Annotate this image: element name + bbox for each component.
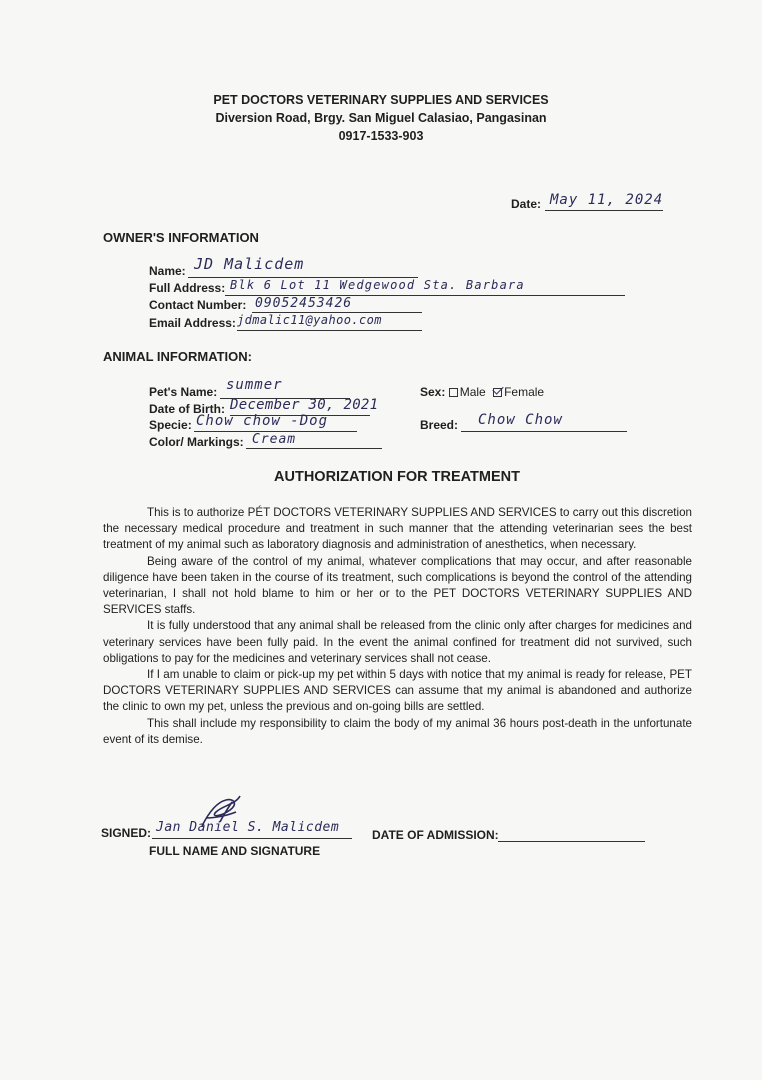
authorization-paragraph: This shall include my responsibility to claim the body of my animal 36 hours post-death in the unfortunate event of its demise. bbox=[103, 716, 692, 746]
signature-line bbox=[152, 838, 352, 839]
owner-section-title: OWNER'S INFORMATION bbox=[103, 230, 259, 245]
company-name: PET DOCTORS VETERINARY SUPPLIES AND SERVICES bbox=[213, 93, 549, 107]
authorization-paragraph: Being aware of the control of my animal, whatever complications that may occur, and after reasonable diligence have been taken in the course of its treatment, such complications is beyond the control of the attending veterinarian, I shall not hold blame to him or her or to the PET DOCTORS VETERINARY SUPPLIES AND SERVICES staffs. bbox=[103, 554, 692, 617]
signed-name: Jan Daniel S. Malicdem bbox=[156, 820, 340, 835]
female-option-label: Female bbox=[504, 385, 545, 399]
signed-label: SIGNED: bbox=[101, 826, 152, 840]
breed-line bbox=[461, 431, 627, 432]
signature-caption: FULL NAME AND SIGNATURE bbox=[149, 844, 321, 858]
admission-label: DATE OF ADMISSION: bbox=[372, 828, 499, 842]
admission-line[interactable] bbox=[498, 841, 645, 842]
company-phone: 0917-1533-903 bbox=[338, 129, 424, 143]
specie-label: Specie: bbox=[149, 418, 192, 432]
pet-name-label: Pet's Name: bbox=[149, 385, 218, 399]
sex-field bbox=[420, 385, 544, 399]
color-label: Color/ Markings: bbox=[149, 435, 244, 449]
name-label: Name: bbox=[149, 264, 186, 278]
authorization-body bbox=[103, 505, 692, 748]
contact-value: 09052453426 bbox=[255, 296, 353, 311]
address-value: Blk 6 Lot 11 Wedgewood Sta. Barbara bbox=[230, 278, 525, 292]
color-value: Cream bbox=[252, 432, 297, 447]
male-checkbox[interactable] bbox=[449, 388, 458, 397]
dob-value: December 30, 2021 bbox=[230, 397, 379, 413]
specie-value: Chow chow -Dog bbox=[196, 413, 329, 429]
dob-label: Date of Birth: bbox=[149, 402, 225, 416]
name-value: JD Malicdem bbox=[194, 255, 305, 273]
date-value: May 11, 2024 bbox=[550, 192, 664, 208]
email-value: jdmalic11@yahoo.com bbox=[237, 313, 382, 327]
authorization-paragraph: This is to authorize PÉT DOCTORS VETERINARY SUPPLIES AND SERVICES to carry out this discretion the necessary medical procedure and treatment in such manner that the attending veterinarian sees the best treatment of my animal such as laboratory diagnosis and administration of anesthetics, when necessary. bbox=[103, 506, 692, 552]
breed-value: Chow Chow bbox=[478, 412, 563, 428]
animal-section-title: ANIMAL INFORMATION: bbox=[103, 349, 252, 364]
color-line bbox=[246, 448, 382, 449]
date-label: Date: bbox=[511, 197, 542, 211]
male-option-label: Male bbox=[459, 385, 486, 399]
company-address: Diversion Road, Brgy. San Miguel Calasiao, Pangasinan bbox=[215, 111, 547, 125]
sex-label: Sex: bbox=[420, 385, 446, 399]
authorization-paragraph: If I am unable to claim or pick-up my pet within 5 days with notice that my animal is ready for release, PET DOCTORS VETERINARY SUPPLIES AND SERVICES can assume that my animal is abandoned and authorize the clinic to own my pet, unless the previous and on-going bills are settled. bbox=[103, 668, 692, 714]
email-label: Email Address: bbox=[149, 316, 236, 330]
date-line bbox=[545, 210, 663, 211]
authorization-paragraph: It is fully understood that any animal shall be released from the clinic only after charges for medicines and veterinary services have been fully paid. In the event the animal confined for treatment did not survived, such obligations to pay for the medicines and veterinary services shall not cease. bbox=[103, 619, 692, 665]
authorization-title: AUTHORIZATION FOR TREATMENT bbox=[274, 469, 520, 485]
breed-label: Breed: bbox=[420, 418, 459, 432]
contact-label: Contact Number: bbox=[149, 298, 247, 312]
email-line bbox=[237, 330, 422, 331]
pet-name-value: summer bbox=[226, 377, 283, 393]
address-label: Full Address: bbox=[149, 281, 226, 295]
female-checkbox[interactable] bbox=[493, 388, 502, 397]
